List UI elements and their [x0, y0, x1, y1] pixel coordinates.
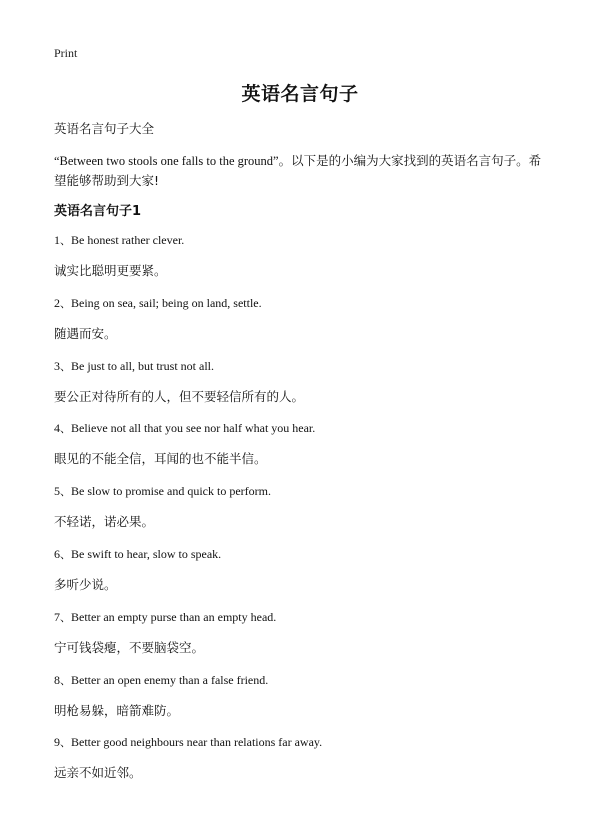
quote-english-text: Being on sea, sail; being on land, settle.	[71, 295, 262, 310]
quote-english-text: Better good neighbours near than relations far away.	[71, 735, 323, 750]
quote-english	[54, 673, 549, 703]
quote-english	[54, 547, 549, 577]
quote-english-text: Better an empty purse than an empty head.	[71, 609, 277, 624]
quote-english-text: Be just to all, but trust not all.	[71, 358, 214, 373]
quote-number: 7	[54, 609, 60, 624]
quote-chinese: 明枪易躲，暗箭难防。	[54, 702, 180, 718]
list-item	[54, 421, 549, 484]
quote-chinese: 要公正对待所有的人，但不要轻信所有的人。	[54, 388, 305, 404]
quote-chinese: 诚实比聪明更要紧。	[54, 263, 167, 278]
quote-separator: 、	[60, 234, 71, 247]
quote-chinese: 不轻诺，诺必果。	[54, 514, 155, 530]
quote-number: 1	[54, 233, 60, 247]
quote-separator: 、	[60, 359, 71, 373]
quote-english-text: Believe not all that you see nor half what you hear.	[71, 421, 316, 436]
quote-number: 3	[54, 358, 60, 373]
section-heading: 英语名言句子1	[54, 204, 142, 219]
quote-english	[54, 233, 549, 263]
quote-separator: 、	[60, 610, 71, 624]
quote-english	[54, 735, 549, 765]
quote-english	[54, 296, 549, 326]
quote-number: 6	[54, 546, 60, 561]
quote-english	[54, 610, 549, 640]
quote-separator: 、	[60, 422, 71, 436]
quote-chinese: 随遇而安。	[54, 325, 117, 341]
quote-number: 8	[54, 672, 60, 687]
list-item	[54, 484, 549, 547]
quote-english	[54, 359, 549, 389]
quote-separator: 、	[60, 547, 71, 561]
quote-english	[54, 421, 549, 451]
intro-paragraph	[54, 151, 549, 190]
quote-number: 9	[54, 735, 60, 750]
quote-english-text: Be slow to promise and quick to perform.	[71, 484, 271, 499]
quote-number: 2	[54, 295, 60, 310]
list-item	[54, 233, 549, 296]
document-title: 英语名言句子	[241, 83, 359, 105]
quote-list	[54, 233, 549, 798]
quote-chinese: 宁可钱袋瘪，不要脑袋空。	[54, 639, 205, 655]
list-item	[54, 735, 549, 798]
quote-number: 5	[54, 484, 60, 499]
list-item	[54, 359, 549, 422]
list-item	[54, 296, 549, 359]
quote-chinese: 多听少说。	[54, 576, 117, 592]
intro-chinese-text: 。以下是的小编为大家找到的英语名言句子。希望能够帮助到大家!	[54, 153, 542, 188]
list-item	[54, 673, 549, 736]
quote-chinese: 远亲不如近邻。	[54, 765, 142, 781]
quote-separator: 、	[60, 673, 71, 687]
quote-number: 4	[54, 421, 60, 436]
quote-separator: 、	[60, 485, 71, 499]
quote-english-text: Be honest rather clever.	[71, 233, 185, 247]
quote-english-text: Better an open enemy than a false friend.	[71, 672, 269, 687]
document-subtitle: 英语名言句子大全	[54, 121, 155, 136]
list-item	[54, 610, 549, 673]
quote-separator: 、	[60, 736, 71, 750]
intro-english-quote: “Between two stools one falls to the ground”	[54, 154, 279, 168]
quote-english	[54, 484, 549, 514]
list-item	[54, 547, 549, 610]
quote-separator: 、	[60, 296, 71, 310]
quote-chinese: 眼见的不能全信，耳闻的也不能半信。	[54, 451, 267, 467]
quote-english-text: Be swift to hear, slow to speak.	[71, 546, 222, 561]
print-label: Print	[54, 46, 78, 60]
